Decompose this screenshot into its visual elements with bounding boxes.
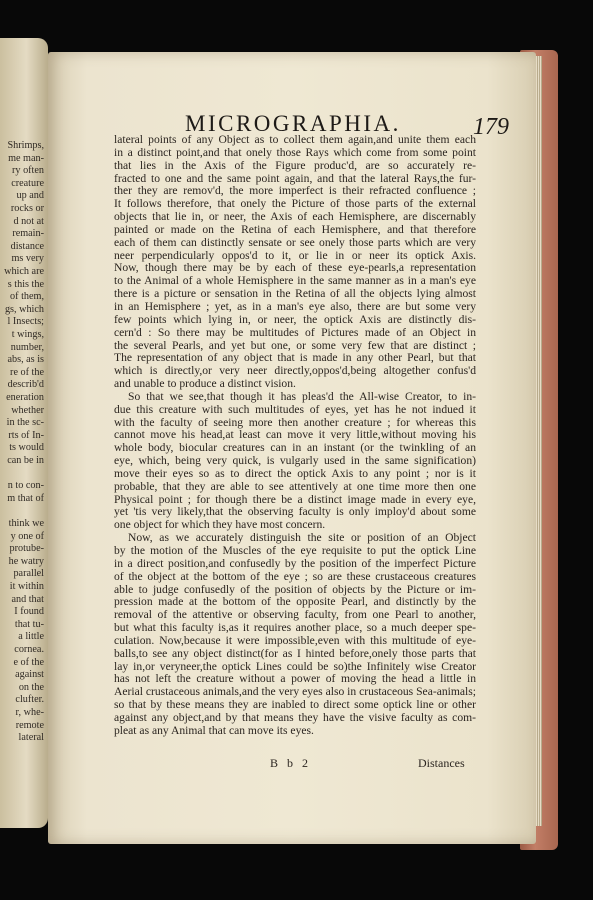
left-page-line-fragment: l Insects; [7, 316, 44, 328]
text-line: able to judge confusedly of the position of objects by the Picture or im- [114, 582, 476, 596]
text-line: that lies in the Axis of the Figure produc'd, are so accurately re- [114, 158, 476, 172]
text-line: move their eyes so as to direct the optick Axis to any point ; nor is it [114, 466, 476, 480]
left-page-line-fragment: describ'd [7, 379, 44, 391]
text-line: lateral points of any Object as to collect them again,and unite them each [114, 133, 476, 146]
left-page-line-fragment: of them, [10, 291, 44, 303]
left-page-line-fragment: Shrimps, [7, 140, 44, 151]
left-page-line-fragment: s this the [7, 278, 44, 290]
page-number: 179 [473, 114, 509, 140]
text-line: with the faculty of seeing more then another creature ; for whereas this [114, 415, 476, 429]
text-line: pression made at the bottom of the opposite Pearl, and distinctly by the [114, 595, 476, 609]
left-page-line-fragment: abs, as is [7, 354, 44, 366]
left-page-line-fragment: n to con- [7, 480, 44, 492]
text-line: whole body, biocular creatures can in an instant (or the twinkling of an [114, 441, 476, 455]
left-page-line-fragment: protube- [9, 543, 44, 555]
text-line: ther they are remov'd, the more imperfect is their refracted confluence ; [114, 184, 476, 198]
left-page-line-fragment: t wings, [11, 329, 44, 340]
text-line: painted or made on the Retina of each Hemisphere, and that therefore [114, 222, 476, 236]
text-line: culation. Now,because it were impossible,even with this multitude of eye- [114, 633, 476, 647]
text-line: of the object at the bottom of the eye ; so are these crustaceous creatures [114, 569, 476, 583]
text-line: due this creature with such multitudes of eyes, yet has he not indued it [114, 402, 476, 416]
text-line: one object for which they have most concern. [114, 518, 326, 532]
running-title: MICROGRAPHIA. [185, 111, 401, 136]
left-page-line-fragment: it within [9, 581, 44, 592]
text-line: The representation of any object that is made in any other Pearl, but that [114, 351, 476, 365]
left-page-line-fragment: think we [8, 518, 44, 529]
left-page-line-fragment: I found [14, 606, 44, 618]
text-line: probable, that they are able to see attentively at one time more then one [114, 479, 476, 493]
left-page-line-fragment: clufter. [15, 694, 44, 706]
text-line: and unable to produce a distinct vision. [114, 377, 296, 391]
text-line: Physical point ; for though there be a distinct image made in every eye, [114, 492, 476, 506]
left-page-line-fragment: eneration [6, 392, 44, 403]
left-page-line-fragment: ms very [11, 253, 44, 265]
text-line: against any object,and by that means they have the visive faculty as com- [114, 710, 476, 724]
left-page-line-fragment: a little [18, 631, 44, 643]
left-page-line-fragment: r, whe- [15, 707, 44, 718]
text-line: Aerial crustaceous animals,and the very eyes also in crustaceous Sea-animals; [114, 685, 476, 699]
text-line: each of them can distinctly sensate or see onely those parts which are very [114, 235, 476, 249]
left-page-line-fragment: re of the [10, 366, 44, 378]
left-page-line-fragment: creature [11, 177, 44, 189]
facing-left-page [0, 38, 48, 828]
left-page-line-fragment: me man- [8, 152, 44, 164]
text-line: eye, which, being very quick, is vulgarly used in the same signification) [114, 454, 476, 468]
text-line: to the Animal of a whole Hemisphere in the same manner as in a man's eye [114, 274, 476, 288]
left-page-line-fragment: and that [11, 593, 44, 605]
text-line: objects that lie in, or neer, the Axis of each Hemisphere, are discernably [114, 210, 476, 224]
left-page-line-fragment: can be in [7, 455, 44, 466]
text-line: balls,to see any object distinct(for as I hinted before,onely those parts that [114, 646, 476, 660]
signature-mark: B b 2 [270, 756, 312, 770]
text-line: but what this faculty is,as it requires another place, so a much deeper spe- [114, 621, 476, 635]
left-page-line-fragment: up and [16, 190, 44, 202]
left-page-line-fragment: e of the [13, 656, 44, 668]
text-line: removal of the attentive or observing faculty, from one Pearl to another, [114, 608, 476, 622]
left-page-line-fragment: rocks or [10, 203, 44, 214]
text-line: cern'd : So there may be multitudes of Pictures made of an Object in [114, 325, 476, 339]
text-line: It follows therefore, that onely the Picture of those parts of the external [114, 197, 476, 211]
left-page-line-fragment: he watry [8, 555, 44, 567]
text-line: pleat as any Animal that can move its eyes. [114, 723, 314, 737]
left-page-line-fragment: distance [10, 240, 44, 252]
text-line: neer perpendicularly oppos'd to it, or lie in or neer its optick Axis. [114, 248, 476, 262]
left-page-line-fragment: number, [10, 341, 44, 353]
left-page-line-fragment: which are [4, 266, 44, 277]
text-line: cannot move his head,at least can move it very little,without moving his [114, 428, 476, 442]
text-line: So that we see,that though it has pleas'd the All-wise Creator, to in- [128, 389, 476, 403]
left-page-line-fragment: lateral [18, 732, 44, 744]
text-line: in a direct position,and confusedly by the position of the imperfect Picture [114, 556, 476, 570]
text-line: the several Pearls, and yet but one, or some very few that are distinct ; [114, 338, 476, 352]
text-line: there is a picture or sensation in the Retina of all the objects lying almost [114, 287, 476, 301]
text-line: in a distinct point,and that onely those Rays which come from some point [114, 145, 476, 159]
text-line: fracted to one and the same point again, and that the lateral Rays,the fur- [114, 171, 476, 185]
left-page-line-fragment: remain- [12, 228, 44, 240]
left-page-line-fragment: cornea. [14, 644, 44, 655]
body-text [114, 134, 476, 738]
catchword: Distances [418, 756, 465, 770]
left-page-line-fragment: parallel [13, 568, 44, 580]
left-page-line-fragment: on the [18, 681, 44, 693]
text-line: yet 'tis very likely,that the observing faculty is only imploy'd about some [114, 505, 476, 519]
text-line: Now, though there may be by each of these eye-pearls,a representation [114, 261, 476, 275]
left-page-line-fragment: ts would [9, 442, 44, 454]
left-page-line-fragment: ry often [12, 165, 44, 177]
text-line: lay in,or veryneer,the optick Lines could be so)the Infinitely wise Creator [114, 659, 476, 673]
text-line: which is directly,or very neer directly,oppos'd,being altogether confus'd [114, 364, 476, 378]
left-page-line-fragment: m that of [7, 492, 44, 504]
left-page-line-fragment: remote [15, 719, 44, 731]
left-page-line-fragment: rts of In- [8, 429, 44, 441]
left-page-line-fragment: y one of [10, 530, 44, 542]
text-line: few points which lying in, or neer, the optick Axis are distinctly dis- [114, 312, 476, 326]
text-line: by the motion of the Muscles of the eye requisite to put the optick Line [114, 544, 476, 557]
left-page-line-fragment: against [15, 669, 44, 681]
text-line: Now, as we accurately distinguish the site or position of an Object [128, 531, 476, 545]
left-page-line-fragment: d not at [13, 215, 44, 227]
left-page-line-fragment: gs, which [4, 303, 44, 315]
text-line: in an Hemisphere ; yet, as in a man's eye also, there are but some very [114, 299, 476, 313]
left-page-line-fragment: that tu- [14, 618, 44, 630]
text-line: so that by these means they are inabled to direct some optick line or other [114, 698, 476, 712]
left-page-line-fragment: whether [11, 404, 44, 416]
text-line: has not left the creature without a power of moving the head a little in [114, 672, 476, 686]
left-page-line-fragment: in the sc- [6, 417, 44, 429]
